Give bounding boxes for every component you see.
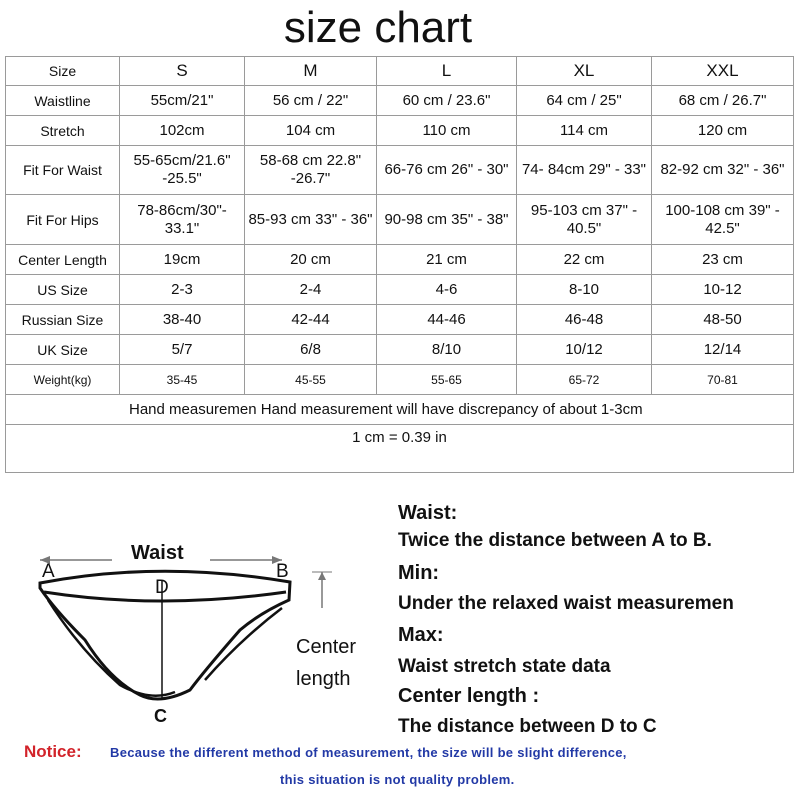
table-cell: 19cm (120, 245, 245, 275)
page-title: size chart (283, 3, 473, 52)
table-cell: 58-68 cm 22.8" -26.7" (245, 146, 377, 195)
measurement-note: Hand measuremen Hand measurement will have discrepancy of about 1-3cm (6, 395, 794, 425)
underwear-diagram (0, 480, 400, 740)
table-cell: 82-92 cm 32" - 36" (652, 146, 794, 195)
table-row (6, 275, 794, 305)
notice-label: Notice: (24, 742, 82, 761)
table-row (6, 395, 794, 425)
table-cell: 64 cm / 25" (517, 86, 652, 116)
row-label: Waistline (6, 86, 120, 116)
waist-label: Waist (131, 542, 184, 564)
table-cell: 2-4 (245, 275, 377, 305)
notice-line-1: Because the different method of measurement, the size will be slight difference, (110, 745, 627, 760)
table-cell: 68 cm / 26.7" (652, 86, 794, 116)
table-cell: 2-3 (120, 275, 245, 305)
table-cell: 55-65cm/21.6" -25.5" (120, 146, 245, 195)
row-label: Stretch (6, 116, 120, 146)
header-cell: XXL (652, 57, 794, 86)
waist-def-text: Twice the distance between A to B. (398, 530, 712, 551)
table-cell: 44-46 (377, 305, 517, 335)
table-cell: 100-108 cm 39" - 42.5" (652, 195, 794, 245)
table-cell: 4-6 (377, 275, 517, 305)
table-cell: 110 cm (377, 116, 517, 146)
min-def-text: Under the relaxed waist measuremen (398, 593, 734, 614)
table-cell: 10/12 (517, 335, 652, 365)
table-cell: 85-93 cm 33" - 36" (245, 195, 377, 245)
table-cell: 60 cm / 23.6" (377, 86, 517, 116)
table-cell: 55cm/21" (120, 86, 245, 116)
table-cell: 10-12 (652, 275, 794, 305)
table-row (6, 146, 794, 195)
table-cell: 114 cm (517, 116, 652, 146)
header-cell: S (120, 57, 245, 86)
table-row (6, 86, 794, 116)
header-cell: Size (6, 57, 120, 86)
header-cell: XL (517, 57, 652, 86)
table-cell: 23 cm (652, 245, 794, 275)
length-label: length (296, 668, 351, 690)
table-cell: 104 cm (245, 116, 377, 146)
table-cell: 102cm (120, 116, 245, 146)
table-cell: 120 cm (652, 116, 794, 146)
table-cell: 38-40 (120, 305, 245, 335)
row-label: Weight(kg) (6, 365, 120, 395)
table-row (6, 335, 794, 365)
table-cell: 45-55 (245, 365, 377, 395)
center-def-text: The distance between D to C (398, 716, 657, 737)
table-cell: 74- 84cm 29" - 33" (517, 146, 652, 195)
size-chart-table (5, 56, 794, 473)
header-cell: L (377, 57, 517, 86)
point-a-label: A (42, 561, 55, 582)
table-cell: 90-98 cm 35" - 38" (377, 195, 517, 245)
table-cell: 6/8 (245, 335, 377, 365)
notice-line-2: this situation is not quality problem. (280, 772, 515, 787)
header-cell: M (245, 57, 377, 86)
table-cell: 12/14 (652, 335, 794, 365)
table-cell: 20 cm (245, 245, 377, 275)
point-d-label: D (155, 577, 169, 598)
table-cell: 8-10 (517, 275, 652, 305)
table-cell: 65-72 (517, 365, 652, 395)
table-cell: 56 cm / 22" (245, 86, 377, 116)
max-def-title: Max: (398, 624, 444, 646)
arrow-head-up (318, 572, 326, 580)
point-c-label: C (154, 706, 167, 726)
row-label: Fit For Waist (6, 146, 120, 195)
table-cell: 8/10 (377, 335, 517, 365)
table-row (6, 116, 794, 146)
conversion-note: 1 cm = 0.39 in (6, 425, 794, 473)
min-def-title: Min: (398, 562, 440, 584)
table-row (6, 245, 794, 275)
table-row (6, 195, 794, 245)
table-row (6, 305, 794, 335)
table-header-row (6, 57, 794, 86)
table-cell: 46-48 (517, 305, 652, 335)
waist-def-title: Waist: (398, 502, 458, 524)
table-row (6, 365, 794, 395)
center-label: Center (296, 636, 357, 658)
row-label: Center Length (6, 245, 120, 275)
center-def-title: Center length : (398, 685, 540, 707)
row-label: Fit For Hips (6, 195, 120, 245)
row-label: US Size (6, 275, 120, 305)
table-cell: 95-103 cm 37" - 40.5" (517, 195, 652, 245)
row-label: UK Size (6, 335, 120, 365)
table-cell: 42-44 (245, 305, 377, 335)
table-cell: 35-45 (120, 365, 245, 395)
table-cell: 55-65 (377, 365, 517, 395)
table-cell: 21 cm (377, 245, 517, 275)
row-label: Russian Size (6, 305, 120, 335)
table-cell: 22 cm (517, 245, 652, 275)
table-cell: 66-76 cm 26" - 30" (377, 146, 517, 195)
point-b-label: B (276, 561, 289, 582)
max-def-text: Waist stretch state data (398, 656, 611, 677)
table-cell: 48-50 (652, 305, 794, 335)
table-cell: 78-86cm/30"- 33.1" (120, 195, 245, 245)
table-cell: 70-81 (652, 365, 794, 395)
table-row (6, 425, 794, 473)
table-cell: 5/7 (120, 335, 245, 365)
